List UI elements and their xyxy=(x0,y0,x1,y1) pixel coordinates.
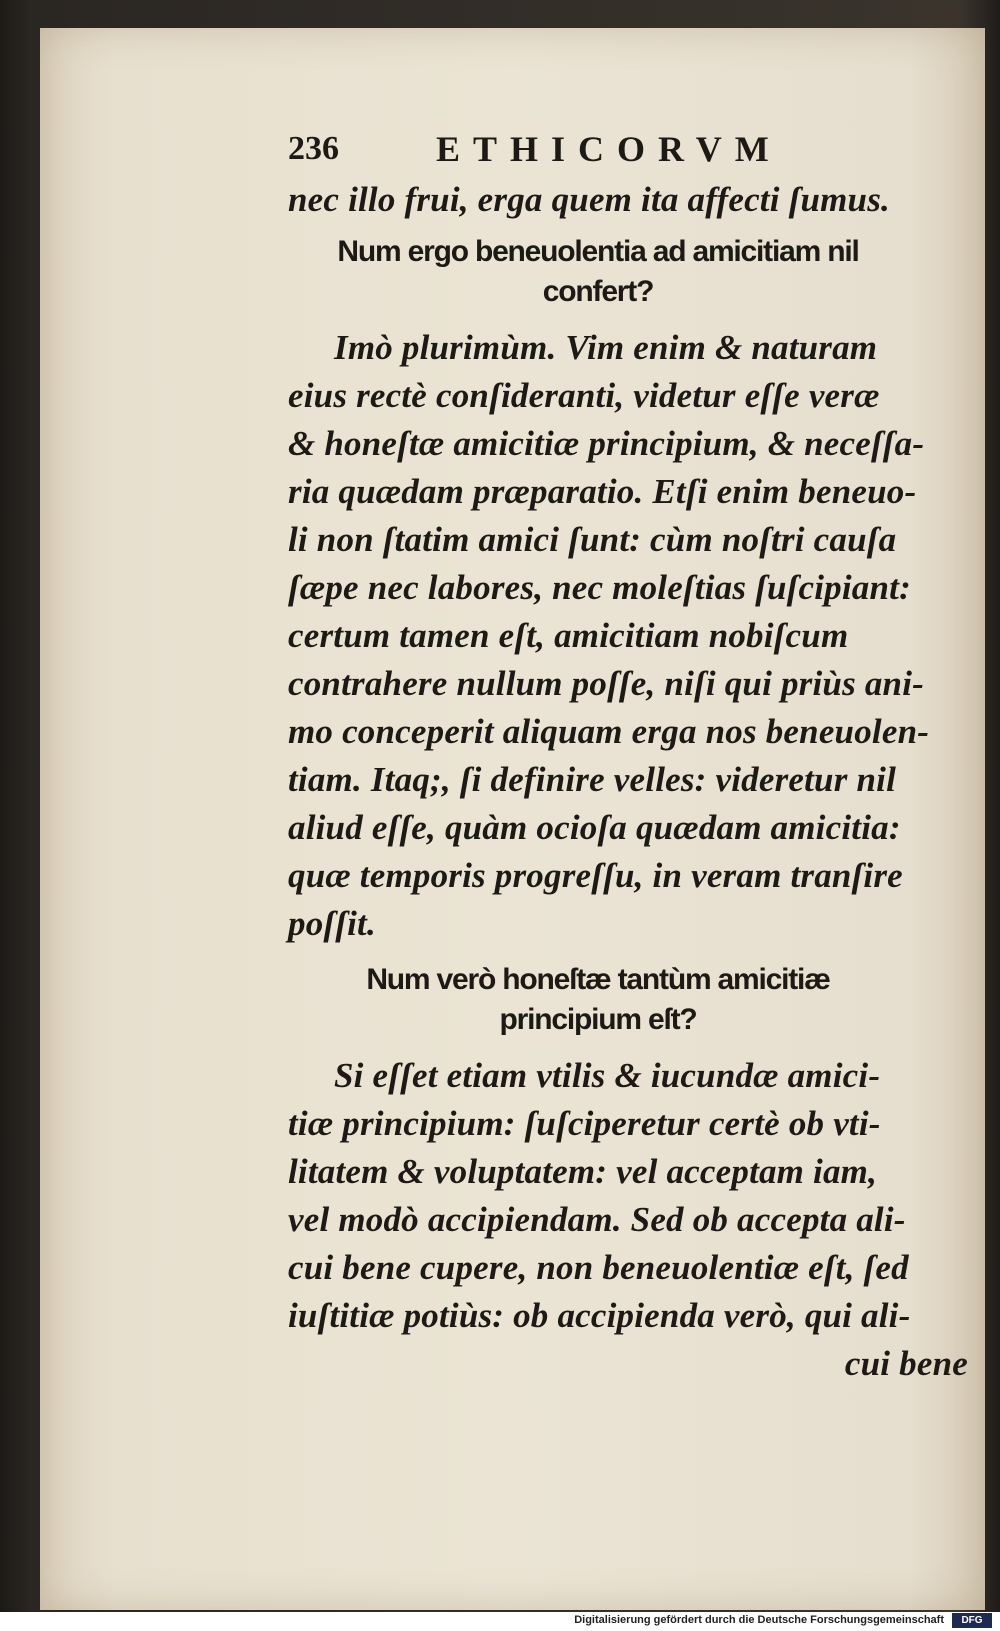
text-line: vel modò accipiendam. Sed ob accepta ali- xyxy=(288,1200,906,1239)
page-text-block xyxy=(288,128,968,1388)
text-line: ſæpe nec labores, nec moleſtias ſuſcipiant: xyxy=(288,568,911,607)
running-head xyxy=(288,128,968,176)
catchword-line: cui bene xyxy=(844,1344,968,1383)
text-line: aliud eſſe, quàm ocioſa quædam amicitia: xyxy=(288,808,901,847)
text-line: cui bene cupere, non beneuolentiæ eſt, ſed xyxy=(288,1248,909,1287)
text-line: mo conceperit aliquam erga nos beneuolen- xyxy=(288,712,930,751)
page-number: 236 xyxy=(288,130,339,167)
text-line: nec illo frui, erga quem ita affecti ſumus. xyxy=(288,180,890,219)
text-line: tiæ principium: ſuſciperetur certè ob vti- xyxy=(288,1104,881,1143)
text-line: litatem & voluptatem: vel acceptam iam, xyxy=(288,1152,878,1191)
text-line: li non ſtatim amici ſunt: cùm noſtri cauſa xyxy=(288,520,897,559)
text-line: quæ temporis progreſſu, in veram tranſire xyxy=(288,856,903,895)
running-title: ETHICORVM xyxy=(436,129,782,169)
text-line: tiam. Itaq;, ſi definire velles: videretur nil xyxy=(288,760,897,799)
text-line: ria quædam præparatio. Etſi enim beneuo- xyxy=(288,472,917,511)
digitization-credit: Digitalisierung gefördert durch die Deutsche Forschungsgemeinschaft xyxy=(574,1614,944,1626)
text-line: certum tamen eſt, amicitiam nobiſcum xyxy=(288,616,849,655)
text-line: poſſit. xyxy=(288,904,376,943)
text-line: & honeſtæ amicitiæ principium, & neceſſa- xyxy=(288,424,925,463)
question-heading: Num verò honeſtæ tantùm amicitiæ principium eſt? xyxy=(366,963,830,1036)
text-line: Imò plurimùm. Vim enim & naturam xyxy=(334,328,878,367)
text-line: contrahere nullum poſſe, niſi qui priùs ani- xyxy=(288,664,924,703)
text-line: eius rectè conſideranti, videtur eſſe veræ xyxy=(288,376,880,415)
question-heading: Num ergo beneuolentia ad amicitiam nil confert? xyxy=(337,235,859,308)
book-page xyxy=(40,28,985,1610)
text-line: iuſtitiæ potiùs: ob accipienda verò, qui ali- xyxy=(288,1296,911,1335)
text-line: Si eſſet etiam vtilis & iucundæ amici- xyxy=(334,1056,881,1095)
dfg-logo: DFG xyxy=(952,1613,992,1628)
